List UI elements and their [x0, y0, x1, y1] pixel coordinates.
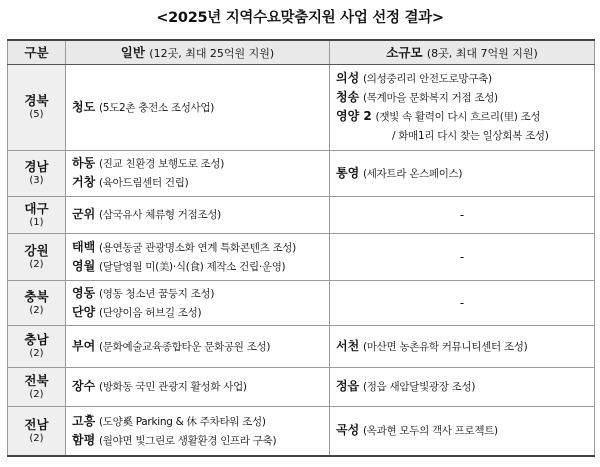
general-cell [66, 233, 330, 280]
list-item [336, 69, 594, 88]
region-cell [8, 280, 66, 325]
project-desc: (용연동굴 관광명소화 연계 특화콘텐츠 조성) [99, 241, 296, 254]
region-cell [8, 367, 66, 406]
list-item [72, 98, 329, 117]
table-row [8, 280, 595, 325]
table-row [8, 406, 595, 456]
region-count: (1) [29, 216, 44, 228]
region-name: 전북 [24, 372, 49, 388]
project-desc: (삼국유사 체류형 거점조성) [99, 209, 221, 221]
table-row [8, 233, 595, 280]
table-header-row [8, 40, 595, 64]
region-cell [8, 406, 66, 456]
list-item [72, 238, 329, 257]
small-cell-empty: - [330, 233, 595, 280]
list-item [336, 421, 594, 440]
table-row [8, 325, 595, 367]
project-desc: (단양이음 허브길 조성) [99, 306, 202, 319]
region-cell [8, 233, 66, 280]
project-desc: (5도2촌 충전소 조성사업) [99, 101, 215, 114]
region-name: 경북 [24, 93, 49, 108]
table-row [8, 150, 595, 196]
project-desc: (도양奚 Parking & 休 주차타워 조성) [99, 415, 266, 428]
header-general-label: 일반 [120, 45, 145, 61]
header-small [330, 40, 595, 64]
header-small-sub: (8곳, 최대 7억원 지원) [426, 47, 538, 61]
county-name: 곡성 [336, 423, 360, 438]
list-item [72, 284, 329, 303]
list-item [72, 154, 329, 173]
region-count: (5) [29, 109, 44, 120]
general-cell [66, 150, 330, 196]
list-item [72, 257, 329, 276]
page-title: <2025년 지역수요맞춤지원 사업 선정 결과> [156, 10, 444, 26]
list-item [72, 377, 329, 396]
region-cell [8, 150, 66, 196]
region-cell [8, 196, 66, 233]
small-cell-empty: - [330, 196, 595, 233]
table-row [8, 64, 595, 150]
county-name: 군위 [72, 207, 96, 221]
region-count: (2) [29, 388, 44, 400]
list-item [72, 412, 329, 431]
list-item [72, 173, 329, 192]
county-name: 의성 [336, 71, 360, 85]
general-cell [66, 325, 330, 367]
project-desc: (육아드림센터 건립) [99, 177, 189, 189]
general-cell [66, 406, 330, 456]
list-item [336, 337, 594, 356]
region-count: (2) [29, 348, 44, 359]
project-desc: (의성중리리 안전도로망구축) [363, 73, 492, 85]
region-count: (2) [29, 432, 44, 444]
region-name: 대구 [24, 200, 49, 216]
region-name: 충남 [24, 332, 49, 347]
project-desc: (세자트라 온스페이스) [363, 167, 463, 180]
general-cell [66, 280, 330, 325]
project-desc: (정읍 새암달빛광장 조성) [363, 381, 476, 393]
list-item [336, 377, 594, 396]
county-name: 함평 [72, 432, 96, 447]
project-desc: (목계마을 문화복지 거점 조성) [363, 92, 498, 104]
small-cell [330, 367, 595, 406]
small-cell [330, 64, 595, 150]
project-desc: (문화예술교육종합타운 문화공원 조성) [99, 340, 271, 353]
county-name: 청송 [336, 90, 360, 104]
region-cell [8, 325, 66, 367]
project-desc: (옥과현 모두의 객사 프로젝트) [363, 425, 498, 438]
small-cell [330, 150, 595, 196]
county-name: 통영 [336, 165, 360, 180]
county-name: 부여 [72, 338, 96, 353]
list-item [336, 88, 594, 107]
region-cell [8, 64, 66, 150]
region-count: (2) [29, 304, 44, 316]
project-desc: / 화매1리 다시 찾는 일상회복 조성) [392, 130, 549, 142]
project-desc: (달달영월 미(美)·식(食) 제작소 건립·운영) [99, 260, 286, 273]
list-item [72, 337, 329, 356]
county-name: 정읍 [336, 379, 360, 393]
county-name: 거창 [72, 175, 96, 189]
county-name: 영양 2 [336, 109, 372, 123]
region-count: (2) [29, 258, 44, 270]
header-general [66, 40, 330, 64]
project-desc: (마산면 농촌유학 커뮤니티센터 조성) [363, 340, 528, 353]
region-name: 강원 [24, 242, 49, 258]
header-small-label: 소규모 [386, 45, 423, 61]
table-row [8, 196, 595, 233]
project-desc: (방화동 국민 관광지 활성화 사업) [99, 381, 247, 393]
header-region: 구분 [8, 40, 66, 64]
header-general-sub: (12곳, 최대 25억원 지원) [149, 47, 275, 61]
general-cell [66, 367, 330, 406]
list-item [72, 303, 329, 322]
region-name: 충북 [24, 288, 49, 304]
county-name: 하동 [72, 156, 96, 170]
county-name: 장수 [72, 379, 96, 393]
project-desc: (월야면 빛그린로 생활환경 인프라 구축) [99, 434, 277, 447]
county-name: 영월 [72, 258, 96, 273]
project-desc: (진교 친환경 보행도로 조성) [99, 158, 224, 170]
small-cell [330, 325, 595, 367]
list-item [72, 431, 329, 450]
region-name: 경남 [24, 159, 49, 174]
county-name: 고흥 [72, 413, 96, 428]
small-cell-empty: - [330, 280, 595, 325]
general-cell [66, 64, 330, 150]
small-cell [330, 406, 595, 456]
county-name: 태백 [72, 239, 96, 254]
list-item [336, 126, 594, 145]
project-desc: (영동 청소년 꿈둥지 조성) [99, 287, 215, 300]
county-name: 영동 [72, 285, 96, 300]
list-item [72, 205, 329, 224]
county-name: 서천 [336, 338, 360, 353]
region-count: (3) [29, 175, 44, 186]
table-row [8, 367, 595, 406]
region-name: 전남 [24, 416, 49, 432]
list-item [336, 164, 594, 183]
list-item [336, 107, 594, 126]
county-name: 청도 [72, 99, 96, 114]
project-desc: (잿빛 속 활력이 다시 흐르리(里) 조성 [375, 111, 541, 123]
selection-results-table [7, 39, 595, 457]
general-cell [66, 196, 330, 233]
county-name: 단양 [72, 304, 96, 319]
